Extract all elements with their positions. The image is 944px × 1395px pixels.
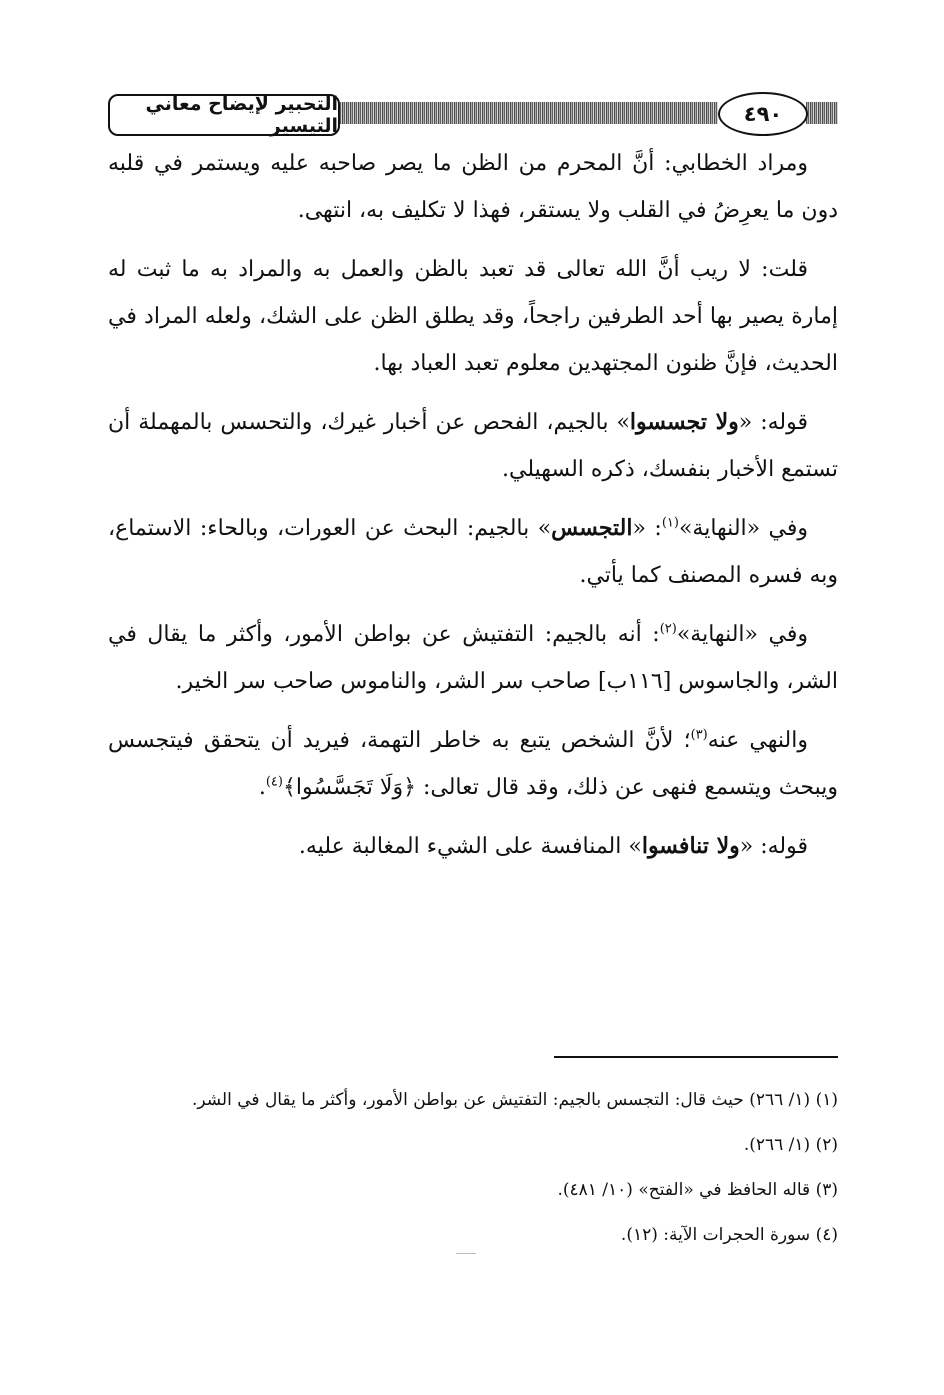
text-segment: قوله: «: [739, 834, 808, 859]
paragraph-nihaya-1: [108, 505, 838, 599]
footnote-ref[interactable]: (١): [661, 515, 679, 531]
footnote-4: (٤) سورة الحجرات الآية: (١٢).: [620, 1225, 838, 1245]
footnote-separator: [554, 1056, 838, 1058]
text-segment: » بالجيم: البحث عن العورات، وبالحاء: الاستماع، وبه فسره المصنف كما يأتي.: [108, 516, 838, 588]
paragraph-la-tanafasu: [108, 823, 838, 870]
paragraph-la-tajassasu: [108, 399, 838, 493]
text-segment: وفي «النهاية»: [676, 622, 808, 647]
page-number: ٤٩٠: [718, 92, 808, 136]
text-segment: : «: [632, 516, 662, 541]
term-phrase: التجسس: [551, 515, 633, 541]
footnote-ref[interactable]: (٤): [265, 774, 283, 790]
book-title: التحبير لإيضاح معاني التيسير: [108, 94, 340, 136]
text-segment: .: [258, 775, 266, 800]
text-segment: وفي «النهاية»: [678, 516, 808, 541]
footnote-3: (٣) قاله الحافظ في «الفتح» (١٠/ ٤٨١).: [557, 1180, 838, 1200]
hadith-phrase: ولا تنافسوا: [641, 833, 740, 859]
footnote-1: (١) (١/ ٢٦٦) حيث قال: التجسس بالجيم: التفتيش عن بواطن الأمور، وأكثر ما يقال في الشر.: [191, 1090, 838, 1110]
header-ornament-band-end: [806, 102, 838, 124]
footnote-2: (٢) (١/ ٢٦٦).: [743, 1135, 838, 1155]
text-segment: قوله: «: [738, 410, 809, 435]
paragraph-nihaya-2: [108, 611, 838, 705]
text-segment: » بالجيم، الفحص عن أخبار غيرك، والتحسس بالمهملة أن تستمع الأخبار بنفسك، ذكره السهيلي.: [108, 410, 838, 482]
main-text: [108, 140, 838, 882]
page-header: [108, 92, 838, 140]
paragraph-khattabi: ومراد الخطابي: أنَّ المحرم من الظن ما يصر صاحبه عليه ويستمر في قلبه دون ما يعرِضُ في القلب ولا يستقر، فهذا لا تكليف به، انتهى.: [108, 151, 838, 223]
footnote-ref[interactable]: (٣): [690, 727, 708, 743]
footnote-ref[interactable]: (٢): [659, 621, 677, 637]
text-segment: والنهي عنه: [707, 728, 808, 753]
text-segment: ؛ لأنَّ الشخص يتبع به خاطر التهمة، فيريد أن يتحقق فيتجسس ويبحث ويتسمع فنهى عن ذلك، وقد قال تعالى: ﴿وَلَا تَجَسَّسُوا﴾: [108, 728, 838, 800]
text-segment: » المنافسة على الشيء المغالبة عليه.: [298, 834, 642, 859]
paragraph-qultu: قلت: لا ريب أنَّ الله تعالى قد تعبد بالظن والعمل به والمراد به ما ثبت له إمارة يصير بها أحد الطرفين راجحاً، وقد يطلق الظن على الشك، ولعله المراد في الحديث، فإنَّ ظنون المجتهدين معلوم تعبد العباد بها.: [108, 257, 838, 376]
text-segment: : أنه بالجيم: التفتيش عن بواطن الأمور، وأكثر ما يقال في الشر، والجاسوس [١١٦ب] صاحب سر الشر، والناموس صاحب سر الخير.: [108, 622, 838, 694]
footnotes: [108, 1088, 838, 1268]
header-ornament-band: [338, 102, 718, 124]
hadith-phrase: ولا تجسسوا: [629, 409, 739, 435]
paragraph-nahy: [108, 717, 838, 811]
scan-mark: [456, 1253, 476, 1254]
